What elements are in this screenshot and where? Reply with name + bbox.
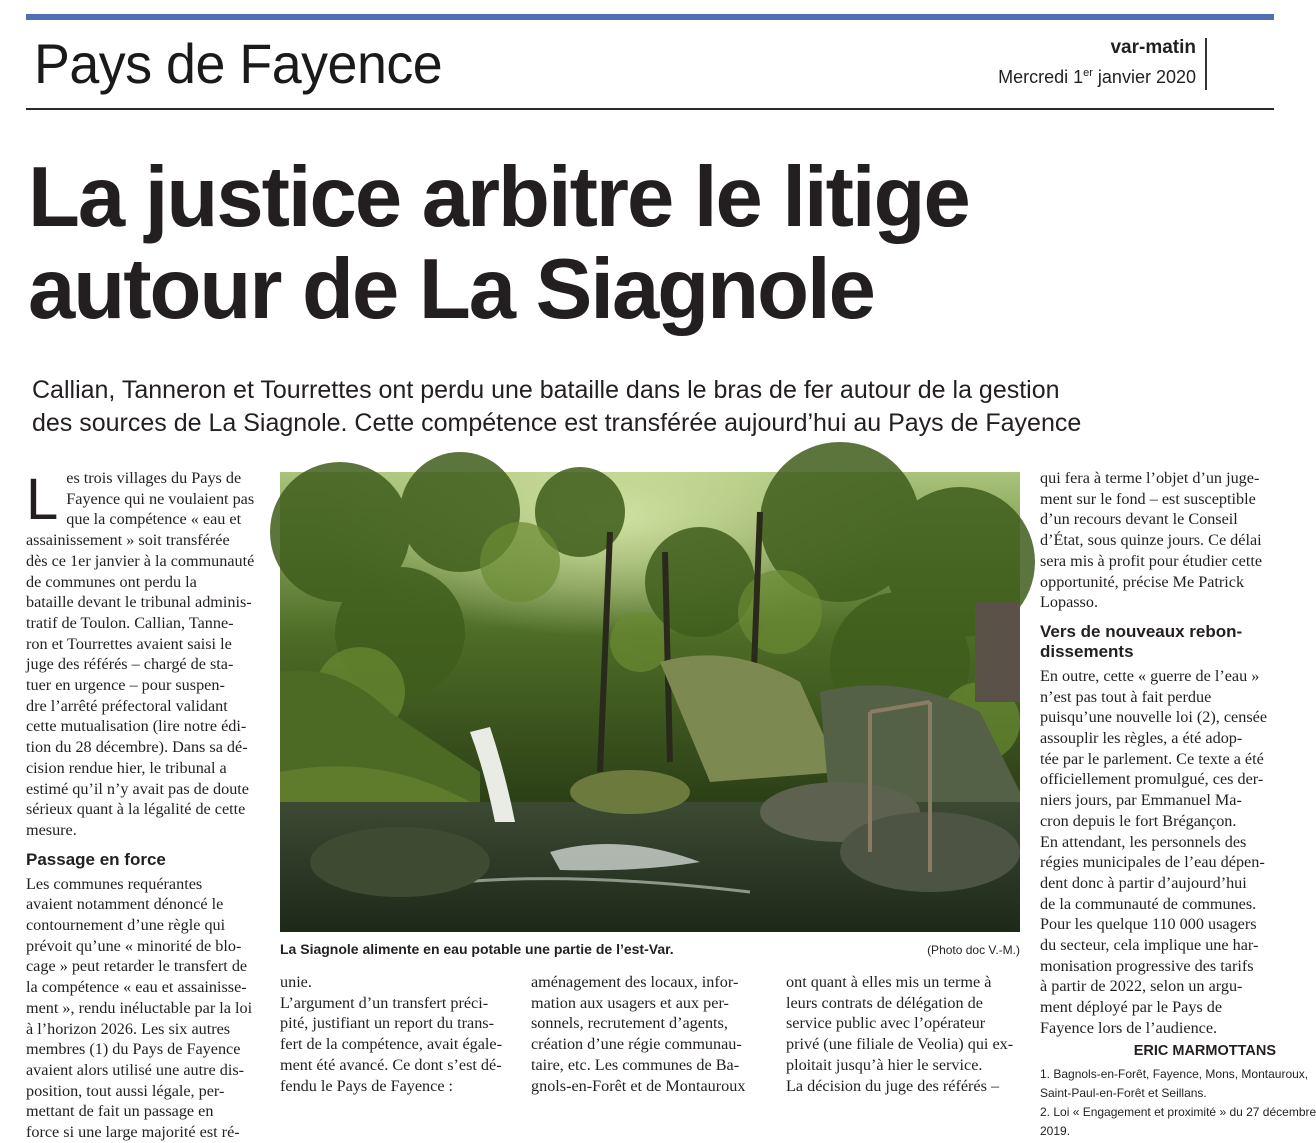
- text-line: unie.: [280, 973, 312, 991]
- article-column-1: [26, 468, 258, 1143]
- text-line: Fayence qui ne voulaient pas: [66, 489, 255, 508]
- text-line: prévoit qu’une « minorité de blo-: [26, 936, 242, 955]
- subhead-passage-en-force: Passage en force: [26, 849, 166, 869]
- text-line: création d’une régie communau-: [531, 1035, 742, 1054]
- text-line: privé (une filiale de Veolia) qui ex-: [786, 1035, 1014, 1054]
- text-line: opportunité, précise Me Patrick: [1040, 572, 1245, 591]
- text-line: force si une large majorité est ré-: [26, 1123, 240, 1142]
- text-line: ment été avancé. Ce dont s’est dé-: [280, 1055, 502, 1074]
- text-line: ment », rendu inéluctable par la loi: [26, 998, 253, 1017]
- text-line: ment sur le fond – est susceptible: [1040, 489, 1256, 508]
- header-rule: [26, 108, 1274, 110]
- text-line: dre l’arrêté préfectoral validant: [26, 696, 228, 715]
- text-line: taire, etc. Les communes de Ba-: [531, 1055, 740, 1074]
- text-line: 2019.: [1040, 1124, 1071, 1139]
- text-line: d’État, sous quinze jours. Ce délai: [1040, 531, 1262, 550]
- text-line: niers jours, par Emmanuel Ma-: [1040, 791, 1242, 810]
- body-paragraph: [1040, 666, 1276, 1039]
- text-line: sonnels, recrutement d’agents,: [531, 1014, 728, 1033]
- text-line: mesure.: [26, 820, 77, 839]
- article-column-2: [280, 972, 510, 1096]
- text-line: ploitait jusqu’à hier le service.: [786, 1055, 983, 1074]
- text-line: L’argument d’un transfert préci-: [280, 993, 489, 1012]
- text-line: position, tout aussi légale, per-: [26, 1081, 225, 1100]
- text-line: cision rendue hier, le tribunal a: [26, 758, 227, 777]
- text-line: En attendant, les personnels des: [1040, 832, 1247, 851]
- text-line: estimé qu’il n’y avait pas de doute: [26, 779, 249, 798]
- text-line: membres (1) du Pays de Fayence: [26, 1040, 241, 1059]
- article-column-5: [1040, 468, 1316, 1141]
- text-line: assouplir les règles, a été adop-: [1040, 729, 1243, 748]
- text-line: mettant de fait un passage en: [26, 1102, 214, 1121]
- text-line: mation aux usagers et aux per-: [531, 993, 729, 1012]
- text-line: ont quant à elles mis un terme à: [786, 973, 992, 991]
- text-line: juge des référés – chargé de sta-: [26, 655, 234, 674]
- lead-paragraph: [26, 468, 258, 551]
- text-line: 1. Bagnols-en-Forêt, Fayence, Mons, Montauroux,: [1040, 1067, 1309, 1082]
- text-line: qui fera à terme l’objet d’un juge-: [1040, 469, 1260, 487]
- text-line: pité, justifiant un report du trans-: [280, 1014, 494, 1033]
- caption-text: La Siagnole alimente en eau potable une partie de l’est-Var.: [280, 941, 674, 957]
- text-line: La décision du juge des référés –: [786, 1076, 1000, 1095]
- headline: [28, 152, 1278, 336]
- text-line: de communes ont perdu la: [26, 572, 197, 591]
- footnotes: [1040, 1065, 1316, 1141]
- text-line: à partir de 2022, selon un argu-: [1040, 977, 1243, 996]
- text-line: bataille devant le tribunal adminis-: [26, 593, 252, 612]
- text-line: du secteur, cela implique une har-: [1040, 936, 1259, 955]
- text-line: dent donc à partir d’aujourd’hui: [1040, 873, 1247, 892]
- byline: ERIC MARMOTTANS: [1133, 1042, 1276, 1059]
- text-line: cron depuis le fort Brégançon.: [1040, 811, 1237, 830]
- text-line: sera mis à profit pour étudier cette: [1040, 551, 1263, 570]
- text-line: tée par le parlement. Ce texte a été: [1040, 749, 1264, 768]
- article-column-3: [531, 972, 764, 1096]
- headline-line: autour de La Siagnole: [28, 242, 874, 337]
- text-line: sérieux quant à la légalité de cette: [26, 800, 246, 819]
- text-line: officiellement promulgué, ces der-: [1040, 770, 1264, 789]
- text-line: cage » peut retarder le transfert de: [26, 957, 248, 976]
- text-line: de la communauté de communes.: [1040, 894, 1257, 913]
- river-photo: [280, 472, 1020, 932]
- text-line: Lopasso.: [1040, 593, 1098, 612]
- waterfall-forest-image: [280, 472, 1020, 932]
- headline-line: La justice arbitre le litige: [28, 150, 969, 245]
- text-line: fert de la compétence, avait égale-: [280, 1035, 502, 1054]
- text-line: à l’horizon 2026. Les six autres: [26, 1019, 231, 1038]
- photo-credit: (Photo doc V.-M.): [927, 943, 1020, 957]
- text-line: fendu le Pays de Fayence :: [280, 1076, 454, 1095]
- text-line: que la compétence « eau et: [66, 510, 242, 529]
- text-line: Les communes requérantes: [26, 874, 203, 893]
- text-line: puisqu’une nouvelle loi (2), censée: [1040, 708, 1268, 727]
- section-title: Pays de Fayence: [34, 32, 443, 95]
- text-line: dissements: [1040, 641, 1134, 661]
- masthead-divider: [1205, 38, 1207, 90]
- text-line: dès ce 1er janvier à la communauté: [26, 551, 255, 570]
- text-line: Pour les quelque 110 000 usagers: [1040, 915, 1257, 934]
- text-line: contournement d’une règle qui: [26, 916, 226, 935]
- top-accent-rule: [26, 14, 1274, 20]
- text-line: service public avec l’opérateur: [786, 1014, 986, 1033]
- body-paragraph: [1040, 468, 1276, 613]
- text-line: leurs contrats de délégation de: [786, 993, 983, 1012]
- text-line: assainissement » soit transférée: [26, 531, 230, 550]
- text-line: tratif de Toulon. Callian, Tanne-: [26, 613, 234, 632]
- article-column-4: [786, 972, 1022, 1096]
- subhead-nouveaux-rebondissements: [1040, 622, 1276, 662]
- issue-date: Mercredi 1er janvier 2020: [998, 67, 1196, 87]
- text-line: es trois villages du Pays de: [66, 469, 242, 487]
- text-line: En outre, cette « guerre de l’eau »: [1040, 666, 1260, 685]
- deck: [32, 374, 1272, 440]
- text-line: ment déployé par le Pays de: [1040, 998, 1223, 1017]
- text-line: aménagement des locaux, infor-: [531, 973, 739, 991]
- text-line: ron et Tourrettes avaient saisi le: [26, 634, 232, 653]
- photo-caption: [280, 940, 1020, 958]
- newspaper-name: var-matin: [1110, 37, 1196, 58]
- text-line: tuer en urgence – pour suspen-: [26, 676, 225, 695]
- text-line: 2. Loi « Engagement et proximité » du 27 décembre: [1040, 1105, 1316, 1120]
- text-line: régies municipales de l’eau dépen-: [1040, 853, 1265, 872]
- text-line: avaient alors utilisé une autre dis-: [26, 1060, 245, 1079]
- deck-line: des sources de La Siagnole. Cette compétence est transférée aujourd’hui au Pays de Fayence: [32, 409, 1082, 437]
- text-line: Vers de nouveaux rebon-: [1040, 621, 1243, 641]
- text-line: avaient notamment dénoncé le: [26, 895, 224, 914]
- text-line: Fayence lors de l’audience.: [1040, 1018, 1218, 1037]
- text-line: Saint-Paul-en-Forêt et Seillans.: [1040, 1086, 1207, 1101]
- body-paragraph: [26, 551, 258, 841]
- text-line: tion du 28 décembre). Dans sa dé-: [26, 738, 248, 757]
- drop-cap: L: [26, 467, 59, 532]
- deck-line: Callian, Tanneron et Tourrettes ont perdu une bataille dans le bras de fer autour de la gestion: [32, 376, 1060, 404]
- text-line: d’un recours devant le Conseil: [1040, 510, 1238, 529]
- text-line: monisation progressive des tarifs: [1040, 956, 1254, 975]
- text-line: gnols-en-Forêt et de Montauroux: [531, 1076, 746, 1095]
- masthead: [998, 36, 1196, 90]
- text-line: la compétence « eau et assainisse-: [26, 978, 247, 997]
- text-line: cette mutualisation (lire notre édi-: [26, 717, 247, 736]
- body-paragraph: [26, 874, 258, 1143]
- text-line: n’est pas tout à fait perdue: [1040, 687, 1212, 706]
